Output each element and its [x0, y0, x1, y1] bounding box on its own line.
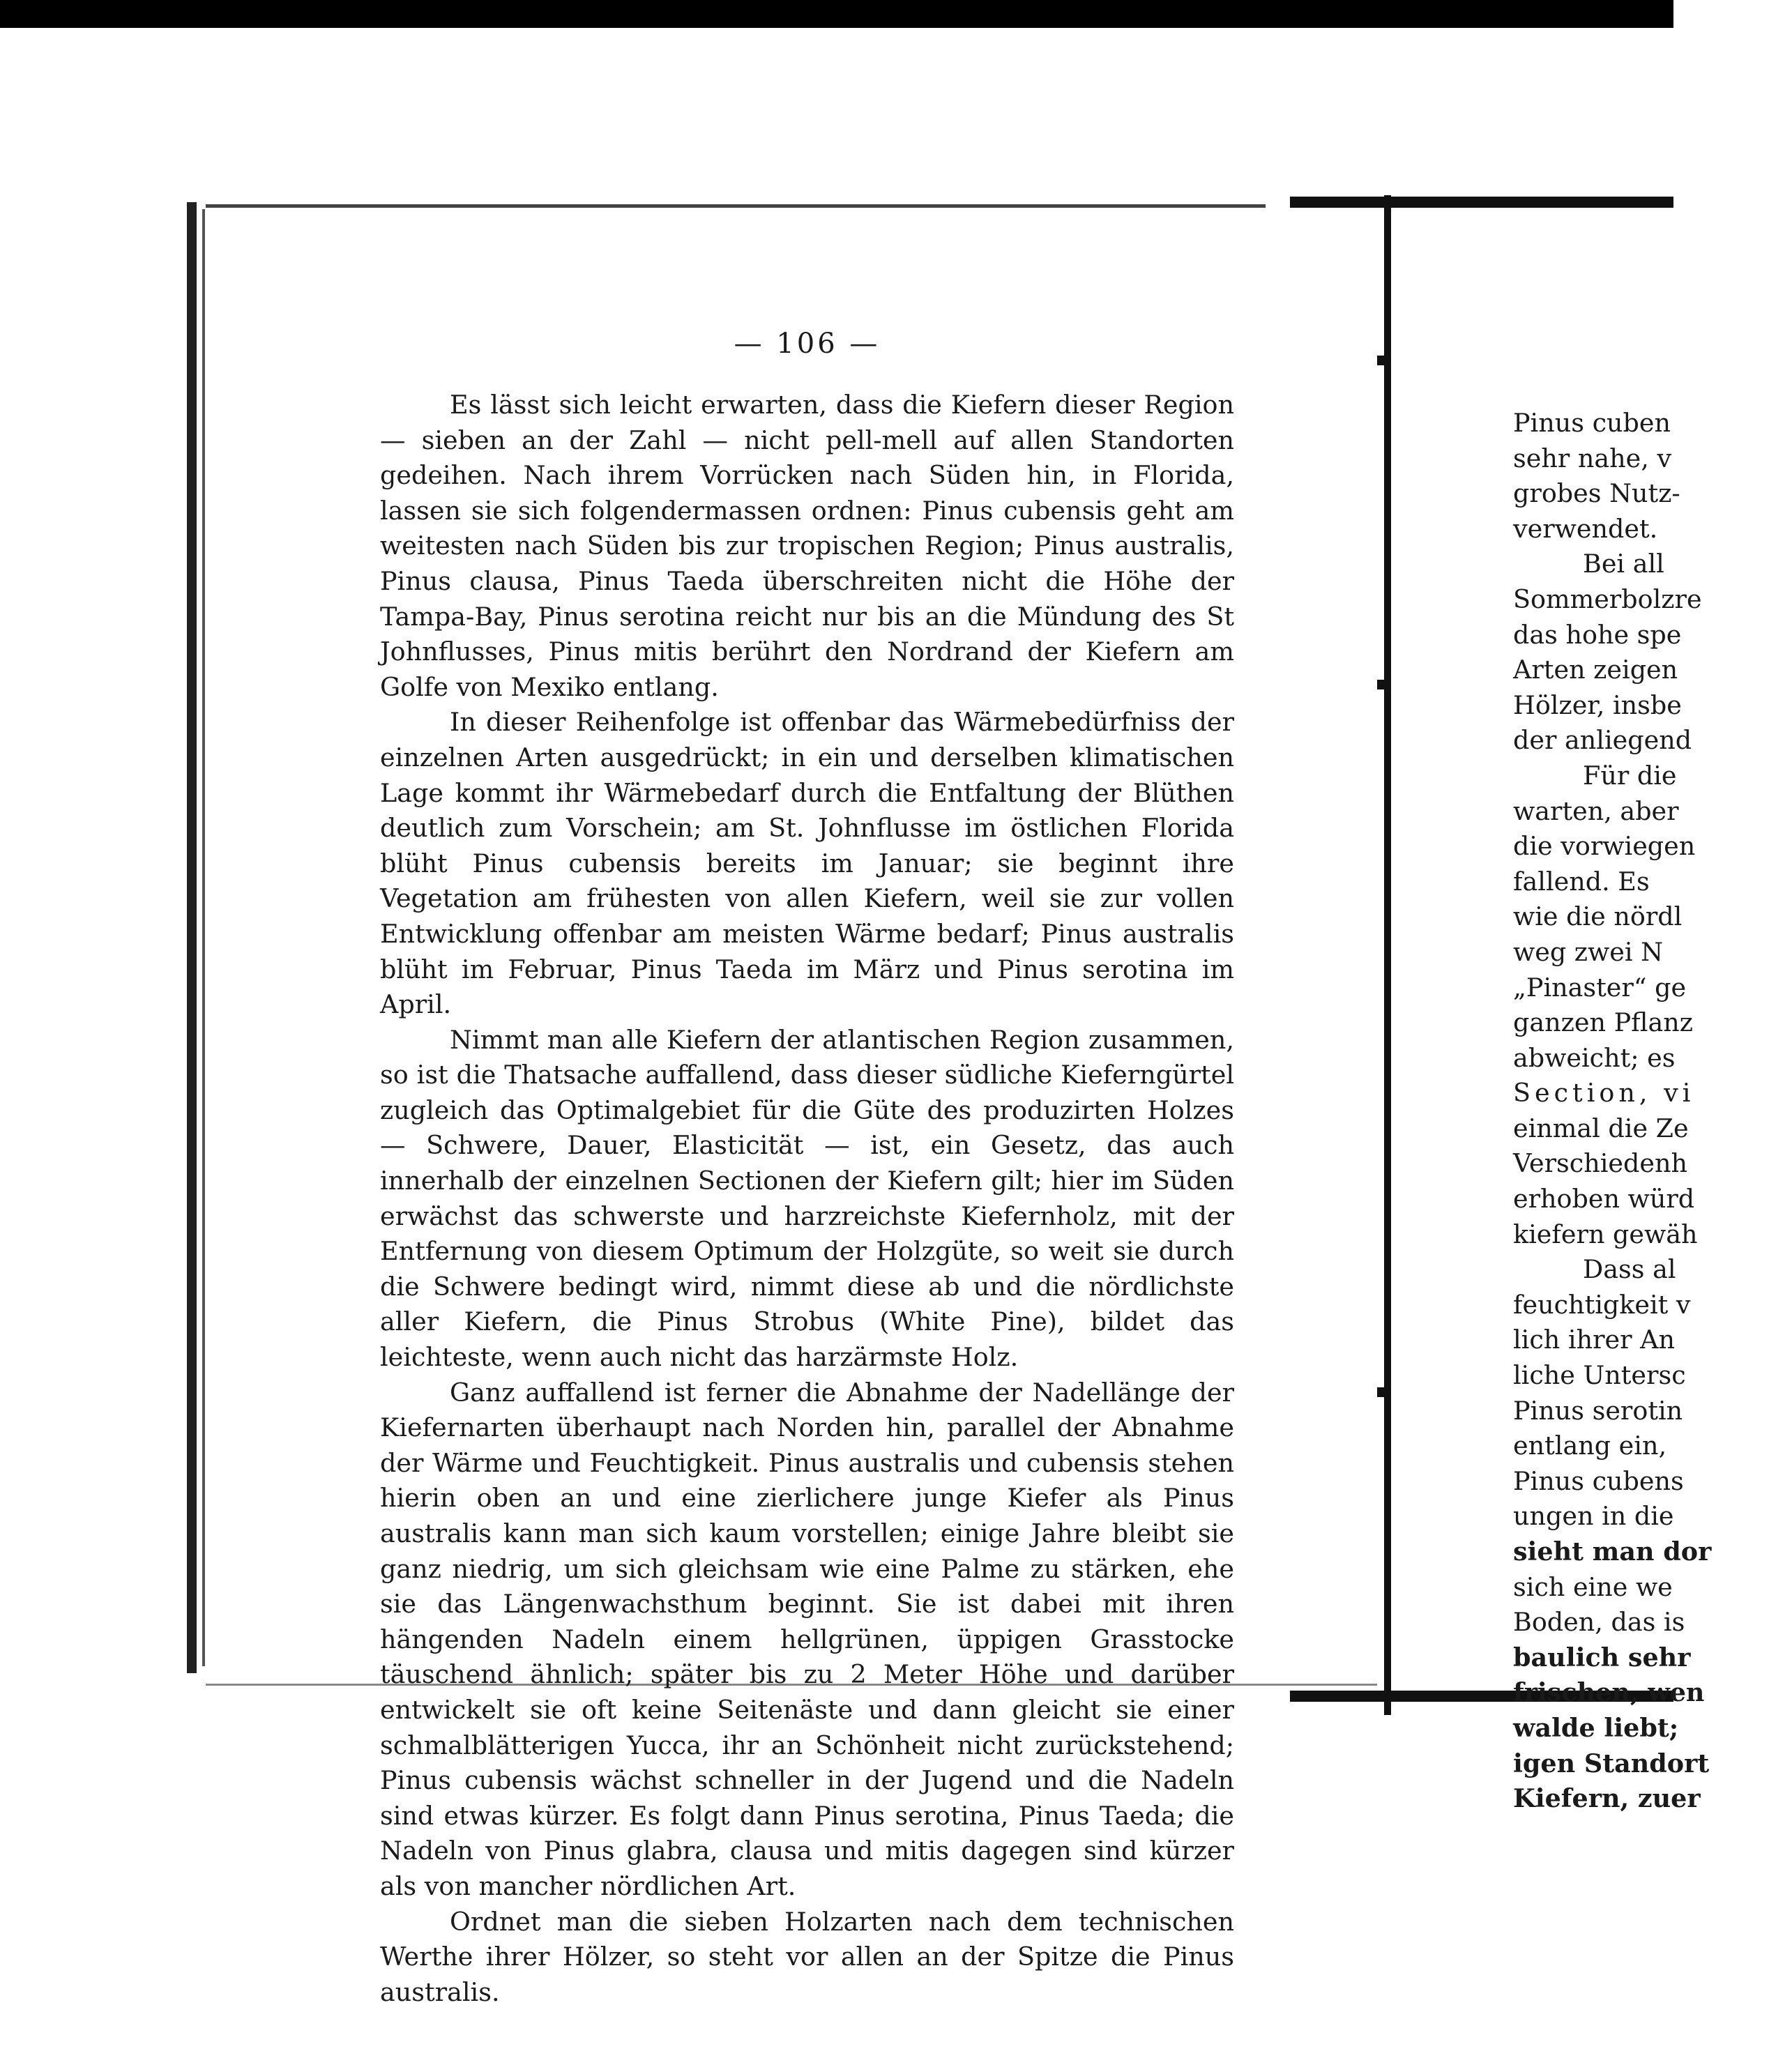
spine-notch: [1377, 1387, 1391, 1397]
right-line: die vorwiegen: [1513, 831, 1696, 862]
right-line: feuchtigkeit v: [1513, 1289, 1691, 1320]
right-line: erhoben würd: [1513, 1184, 1695, 1214]
right-line: Sommerbolzre: [1513, 584, 1702, 614]
right-line: das hohe spe: [1513, 619, 1682, 650]
page-number: — 106 —: [734, 328, 881, 360]
right-line: „Pinaster“ ge: [1513, 972, 1687, 1003]
right-line: wie die nördl: [1513, 901, 1683, 932]
page-top-edge: [206, 204, 1266, 208]
right-line: frischen, wen: [1513, 1677, 1705, 1708]
right-line: Verschiedenh: [1513, 1148, 1687, 1179]
paragraph-1: Es lässt sich leicht erwarten, dass die Kiefern dieser Region — sieben an der Zahl — nicht pell-mell auf allen Standorten gedeihen. Nach ihrem Vorrücken nach Süden hin, in Florida, lassen sie sich folgendermassen ordnen: Pinus cubensis geht am weitesten nach Süden bis zur tropischen Region; Pinus australis, Pinus clausa, Pinus Taeda überschreiten nicht die Höhe der Tampa-Bay, Pinus serotina reicht nur bis an die Mündung des St Johnflusses, Pinus mitis berührt den Nordrand der Kiefern am Golfe von Mexiko entlang.: [380, 390, 1234, 702]
scan-left-border: [187, 202, 197, 1673]
right-line: abweicht; es: [1513, 1042, 1676, 1073]
right-line: Pinus cuben: [1513, 408, 1671, 438]
right-line: Pinus cubens: [1513, 1465, 1684, 1496]
right-line: warten, aber: [1513, 795, 1679, 826]
right-line: Pinus serotin: [1513, 1395, 1683, 1426]
right-line: Dass al: [1583, 1254, 1676, 1285]
right-line: weg zwei N: [1513, 936, 1664, 967]
paragraph-5: Ordnet man die sieben Holzarten nach dem technischen Werthe ihrer Hölzer, so steht vor allen an der Spitze die Pinus australis.: [380, 1906, 1234, 2007]
right-line: entlang ein,: [1513, 1431, 1667, 1461]
right-line: Hölzer, insbe: [1513, 689, 1682, 720]
spine-notch: [1377, 680, 1391, 689]
right-line: Boden, das is: [1513, 1607, 1685, 1638]
right-line: igen Standort: [1513, 1748, 1710, 1778]
paragraph-4: Ganz auffallend ist ferner die Abnahme der Nadellänge der Kiefernarten überhaupt nach Norden hin, parallel der Abnahme der Wärme und Feuchtigkeit. Pinus australis und cubensis stehen hierin oben an und eine zierlichere junge Kiefer als Pinus australis kann man sich kaum vorstellen; einige Jahre bleibt sie ganz niedrig, um sich gleichsam wie eine Palme zu stärken, ehe sie das Längenwachsthum beginnt. Sie ist dabei mit ihren hängenden Nadeln einem hellgrünen, üppigen Grasstocke täuschend ähnlich; später bis zu 2 Meter Höhe und darüber entwickelt sie oft keine Seitenäste und dann gleicht sie einer schmalblätterigen Yucca, ihr an Schönheit nicht zurückstehend; Pinus cubensis wächst schneller in der Jugend und die Nadeln sind etwas kürzer. Es folgt dann Pinus serotina, Pinus Taeda; die Nadeln von Pinus glabra, clausa und mitis dagegen sind kürzer als von mancher nördlichen Art.: [380, 1377, 1234, 1901]
right-line: sich eine we: [1513, 1571, 1673, 1602]
right-line: Für die: [1583, 760, 1677, 791]
right-line: ganzen Pflanz: [1513, 1007, 1693, 1038]
paragraph-2: In dieser Reihenfolge ist offenbar das Wärmebedürfniss der einzelnen Arten ausgedrückt; in ein und derselben klimatischen Lage kommt ihr Wärmebedarf durch die Entfaltung der Blüthen deutlich zum Vorschein; am St. Johnflusse im östlichen Florida blüht Pinus cubensis bereits im Januar; sie beginnt ihre Vegetation am frühesten von allen Kiefern, weil sie zur vollen Entwicklung offenbar am meisten Wärme bedarf; Pinus australis blüht im Februar, Pinus Taeda im März und Pinus serotina im April.: [380, 707, 1234, 1020]
right-line: ungen in die: [1513, 1501, 1674, 1532]
right-line: fallend. Es: [1513, 866, 1650, 897]
right-line: walde liebt;: [1513, 1712, 1679, 1743]
right-line: der anliegend: [1513, 725, 1692, 756]
right-line: sehr nahe, v: [1513, 443, 1672, 473]
right-line: sieht man dor: [1513, 1537, 1712, 1567]
right-page: [1513, 406, 1792, 1817]
scan-left-border-inner: [202, 209, 205, 1666]
paragraph-3: Nimmt man alle Kiefern der atlantischen Region zusammen, so ist die Thatsache auffallend, dass dieser südliche Kieferngürtel zugleich das Optimalgebiet für die Güte des produzirten Holzes — Schwere, Dauer, Elasticität — ist, ein Gesetz, das auch innerhalb der einzelnen Sectionen der Kiefern gilt; hier im Süden erwächst das schwerste und harzreichste Kiefernholz, mit der Entfernung von diesem Optimum der Holzgüte, so weit sie durch die Schwere bedingt wird, nimmt diese ab und die nördlichste aller Kiefern, die Pinus Strobus (White Pine), bildet das leichteste, wenn auch nicht das harzärmste Holz.: [380, 1024, 1234, 1373]
scan-top-band: [0, 0, 1673, 28]
spine-notch: [1377, 356, 1391, 365]
right-line: grobes Nutz-: [1513, 478, 1680, 509]
book-spine: [1384, 195, 1391, 1715]
right-line: liche Untersc: [1513, 1360, 1686, 1391]
right-line: einmal die Ze: [1513, 1113, 1689, 1143]
right-line: Kiefern, zuer: [1513, 1783, 1701, 1814]
right-line: Bei all: [1583, 549, 1664, 579]
right-line: kiefern gewäh: [1513, 1219, 1698, 1249]
right-line: lich ihrer An: [1513, 1325, 1676, 1355]
right-line: verwendet.: [1513, 513, 1658, 544]
right-line: Arten zeigen: [1513, 655, 1678, 685]
right-line: Section, vi: [1513, 1078, 1695, 1108]
spine-cap-top: [1290, 197, 1673, 208]
right-line: baulich sehr: [1513, 1642, 1691, 1672]
left-page: [380, 328, 1234, 2010]
